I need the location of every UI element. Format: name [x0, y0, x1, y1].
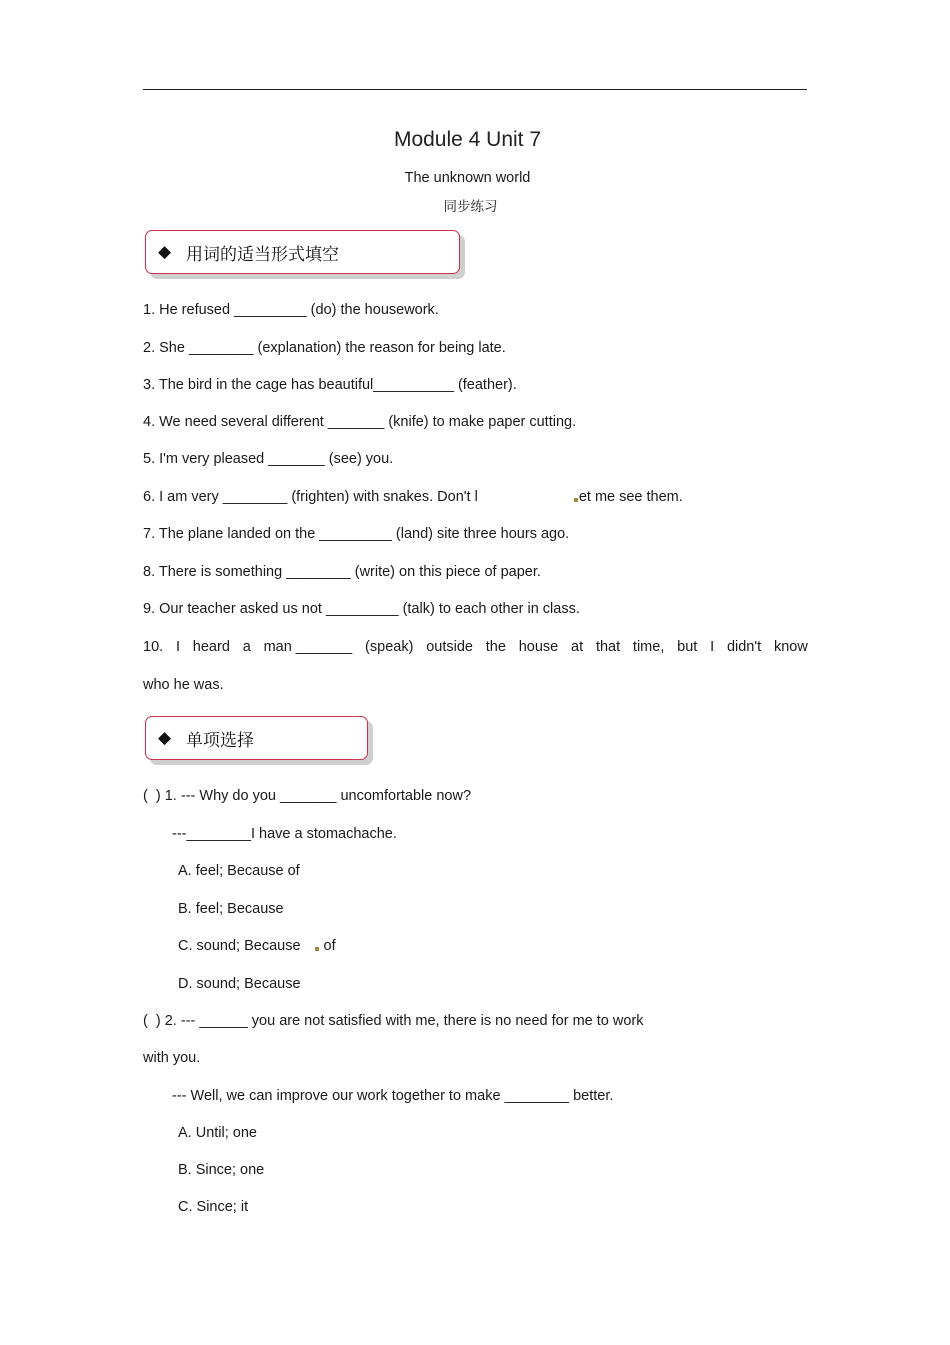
question-reply: ---________I have a stomachache.	[172, 826, 397, 842]
word: (speak)	[365, 639, 414, 655]
option-text: of	[323, 938, 336, 954]
list-item-continuation: who he was.	[143, 677, 224, 693]
page-subtitle-chinese: 同步练习	[443, 199, 498, 215]
section-label: 用词的适当形式填空	[186, 244, 339, 265]
word: 10.	[143, 639, 164, 655]
word: heard	[192, 639, 230, 655]
list-item: 9. Our teacher asked us not _________ (talk) to each other in class.	[143, 601, 580, 617]
option-c: C. Since; it	[178, 1199, 249, 1215]
diamond-bullet-icon: ◆	[158, 242, 172, 261]
page-subtitle: The unknown world	[404, 170, 531, 186]
word: a	[242, 639, 251, 655]
list-item: 3. The bird in the cage has beautiful__________ (feather).	[143, 377, 517, 393]
list-item: 1. He refused _________ (do) the housework.	[143, 302, 439, 318]
word: house	[518, 639, 559, 655]
word: at	[571, 639, 584, 655]
word: I	[710, 639, 715, 655]
list-item: 8. There is something ________ (write) on this piece of paper.	[143, 564, 541, 580]
list-item	[143, 489, 683, 505]
option-c	[178, 938, 336, 954]
option-a: A. Until; one	[178, 1125, 257, 1141]
word: the	[485, 639, 506, 655]
list-item-text: et me see them.	[578, 489, 683, 505]
question-stem: ( ) 2. --- ______ you are not satisfied with me, there is no need for me to work	[143, 1013, 644, 1029]
list-item: 2. She ________ (explanation) the reason for being late.	[143, 340, 506, 356]
word: time,	[632, 639, 665, 655]
question-stem: ( ) 1. --- Why do you _______ uncomfortable now?	[143, 788, 472, 804]
list-item: 4. We need several different _______ (knife) to make paper cutting.	[143, 414, 577, 430]
mark-dot-icon	[315, 947, 319, 951]
question-reply: --- Well, we can improve our work together to make ________ better.	[172, 1088, 614, 1104]
question-stem-continuation: with you.	[143, 1050, 201, 1066]
header-rule	[143, 89, 807, 90]
option-text: C. sound; Because	[178, 938, 301, 954]
word: know	[773, 639, 808, 655]
word: I	[175, 639, 180, 655]
list-item: 5. I'm very pleased _______ (see) you.	[143, 451, 394, 467]
word: but	[677, 639, 698, 655]
mark-dot-icon	[574, 498, 578, 502]
list-item-justified	[143, 639, 808, 655]
word: man _______	[263, 639, 353, 655]
list-item: 7. The plane landed on the _________ (land) site three hours ago.	[143, 526, 570, 542]
section-header-multiple-choice	[145, 716, 368, 760]
word: outside	[426, 639, 473, 655]
diamond-bullet-icon: ◆	[158, 728, 172, 747]
option-b: B. Since; one	[178, 1162, 265, 1178]
section-header-fill-in	[145, 230, 460, 274]
word: that	[595, 639, 621, 655]
option-a: A. feel; Because of	[178, 863, 300, 879]
option-d: D. sound; Because	[178, 976, 301, 992]
page-title: Module 4 Unit 7	[393, 128, 542, 151]
section-label: 单项选择	[186, 730, 254, 751]
option-b: B. feel; Because	[178, 901, 284, 917]
list-item-text: 6. I am very ________ (frighten) with snakes. Don't l	[143, 489, 478, 505]
word: didn't	[726, 639, 762, 655]
